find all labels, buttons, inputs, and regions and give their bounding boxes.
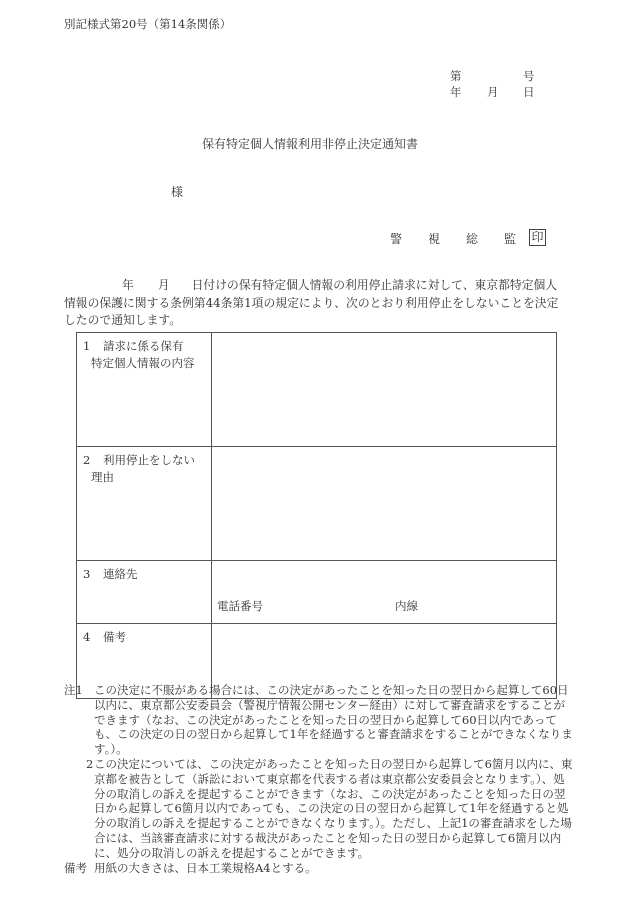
date-month: 月	[487, 85, 499, 99]
recipient-suffix: 様	[171, 185, 184, 199]
issuer-char: 警	[390, 232, 403, 246]
row-label-line1: 請求に係る保有	[103, 339, 184, 353]
row-label-line2: 理由	[91, 470, 114, 484]
row-label-line1: 連絡先	[103, 567, 138, 581]
document-title	[0, 135, 630, 152]
row-number: 4	[83, 630, 91, 644]
remark-item	[64, 861, 574, 876]
issuer-char: 監	[504, 232, 517, 246]
note-label: 2	[86, 756, 94, 771]
issuer	[390, 230, 542, 247]
row-number: 1	[83, 339, 91, 353]
notes	[64, 683, 574, 875]
intro-text: 日付けの保有特定個人情報の利用停止請求に対して、東京都特定個人情報の保護に関する条例第44条第1項の規定により、次のとおり利用停止をしないことを決定したので通知します。	[64, 278, 559, 327]
note-item	[64, 757, 574, 861]
issuer-char: 総	[466, 232, 479, 246]
document-title-text: 保有特定個人情報利用非停止決定通知書	[201, 137, 418, 151]
table-row	[77, 561, 557, 624]
issuer-char: 視	[428, 232, 441, 246]
row-label	[77, 447, 212, 561]
phone-label: 電話番号	[217, 599, 263, 613]
remark-text: 用紙の大きさは、日本工業規格A4とする。	[94, 860, 317, 875]
note-item	[64, 683, 574, 757]
row-number: 2	[83, 453, 91, 467]
document-number-go: 号	[523, 69, 535, 83]
note-text: この決定については、この決定があったことを知った日の翌日から起算して6箇月以内に、東京都を被告として（訴訟において東京都を代表する者は東京都公安委員会となります。）、処分の取消しの訴えを提起することができます（なお、この決定があったことを知った日の翌日から起算して6箇月以内であっても、この決定の日の翌日から起算して1年を経過すると処分の取消しの訴えを提起することができなくなります。）。ただし、上記1の審査請求をした場合には、当該審査請求に対する裁決があったことを知った日の翌日から起算して6箇月以内に、処分の取消しの訴えを提起することができます。	[94, 756, 573, 860]
row-label-line2: 特定個人情報の内容	[91, 356, 195, 370]
contact-field[interactable]	[212, 561, 557, 624]
date-year: 年	[450, 85, 462, 99]
table-row	[77, 447, 557, 561]
intro-month: 月	[157, 278, 170, 292]
row-label-line1: 備考	[103, 630, 126, 644]
extension-label: 内線	[395, 599, 418, 613]
document-number-dai: 第	[450, 69, 462, 83]
requested-info-content-field[interactable]	[212, 333, 557, 447]
intro-year: 年	[122, 278, 134, 292]
decision-table	[76, 332, 557, 699]
intro-paragraph	[64, 277, 564, 330]
form-number: 別記様式第20号（第14条関係）	[64, 17, 232, 31]
row-label	[77, 561, 212, 624]
remark-label: 備考	[64, 860, 87, 875]
date-day: 日	[523, 85, 535, 99]
note-label: 注1	[64, 683, 83, 697]
row-label-line1: 利用停止をしない	[103, 453, 195, 467]
row-label	[77, 333, 212, 447]
note-text: この決定に不服がある場合には、この決定があったことを知った日の翌日から起算して60日以内に、東京都公安委員会（警視庁情報公開センター経由）に対して審査請求をすることができます（なお、この決定があったことを知った日の翌日から起算して60日以内であっても、この決定の日の翌日から起算して1年を経過すると審査請求をすることができなくなります。）。	[94, 683, 573, 757]
row-number: 3	[83, 567, 91, 581]
seal-stamp-icon: 印	[529, 229, 546, 246]
reason-field[interactable]	[212, 447, 557, 561]
table-row	[77, 333, 557, 447]
